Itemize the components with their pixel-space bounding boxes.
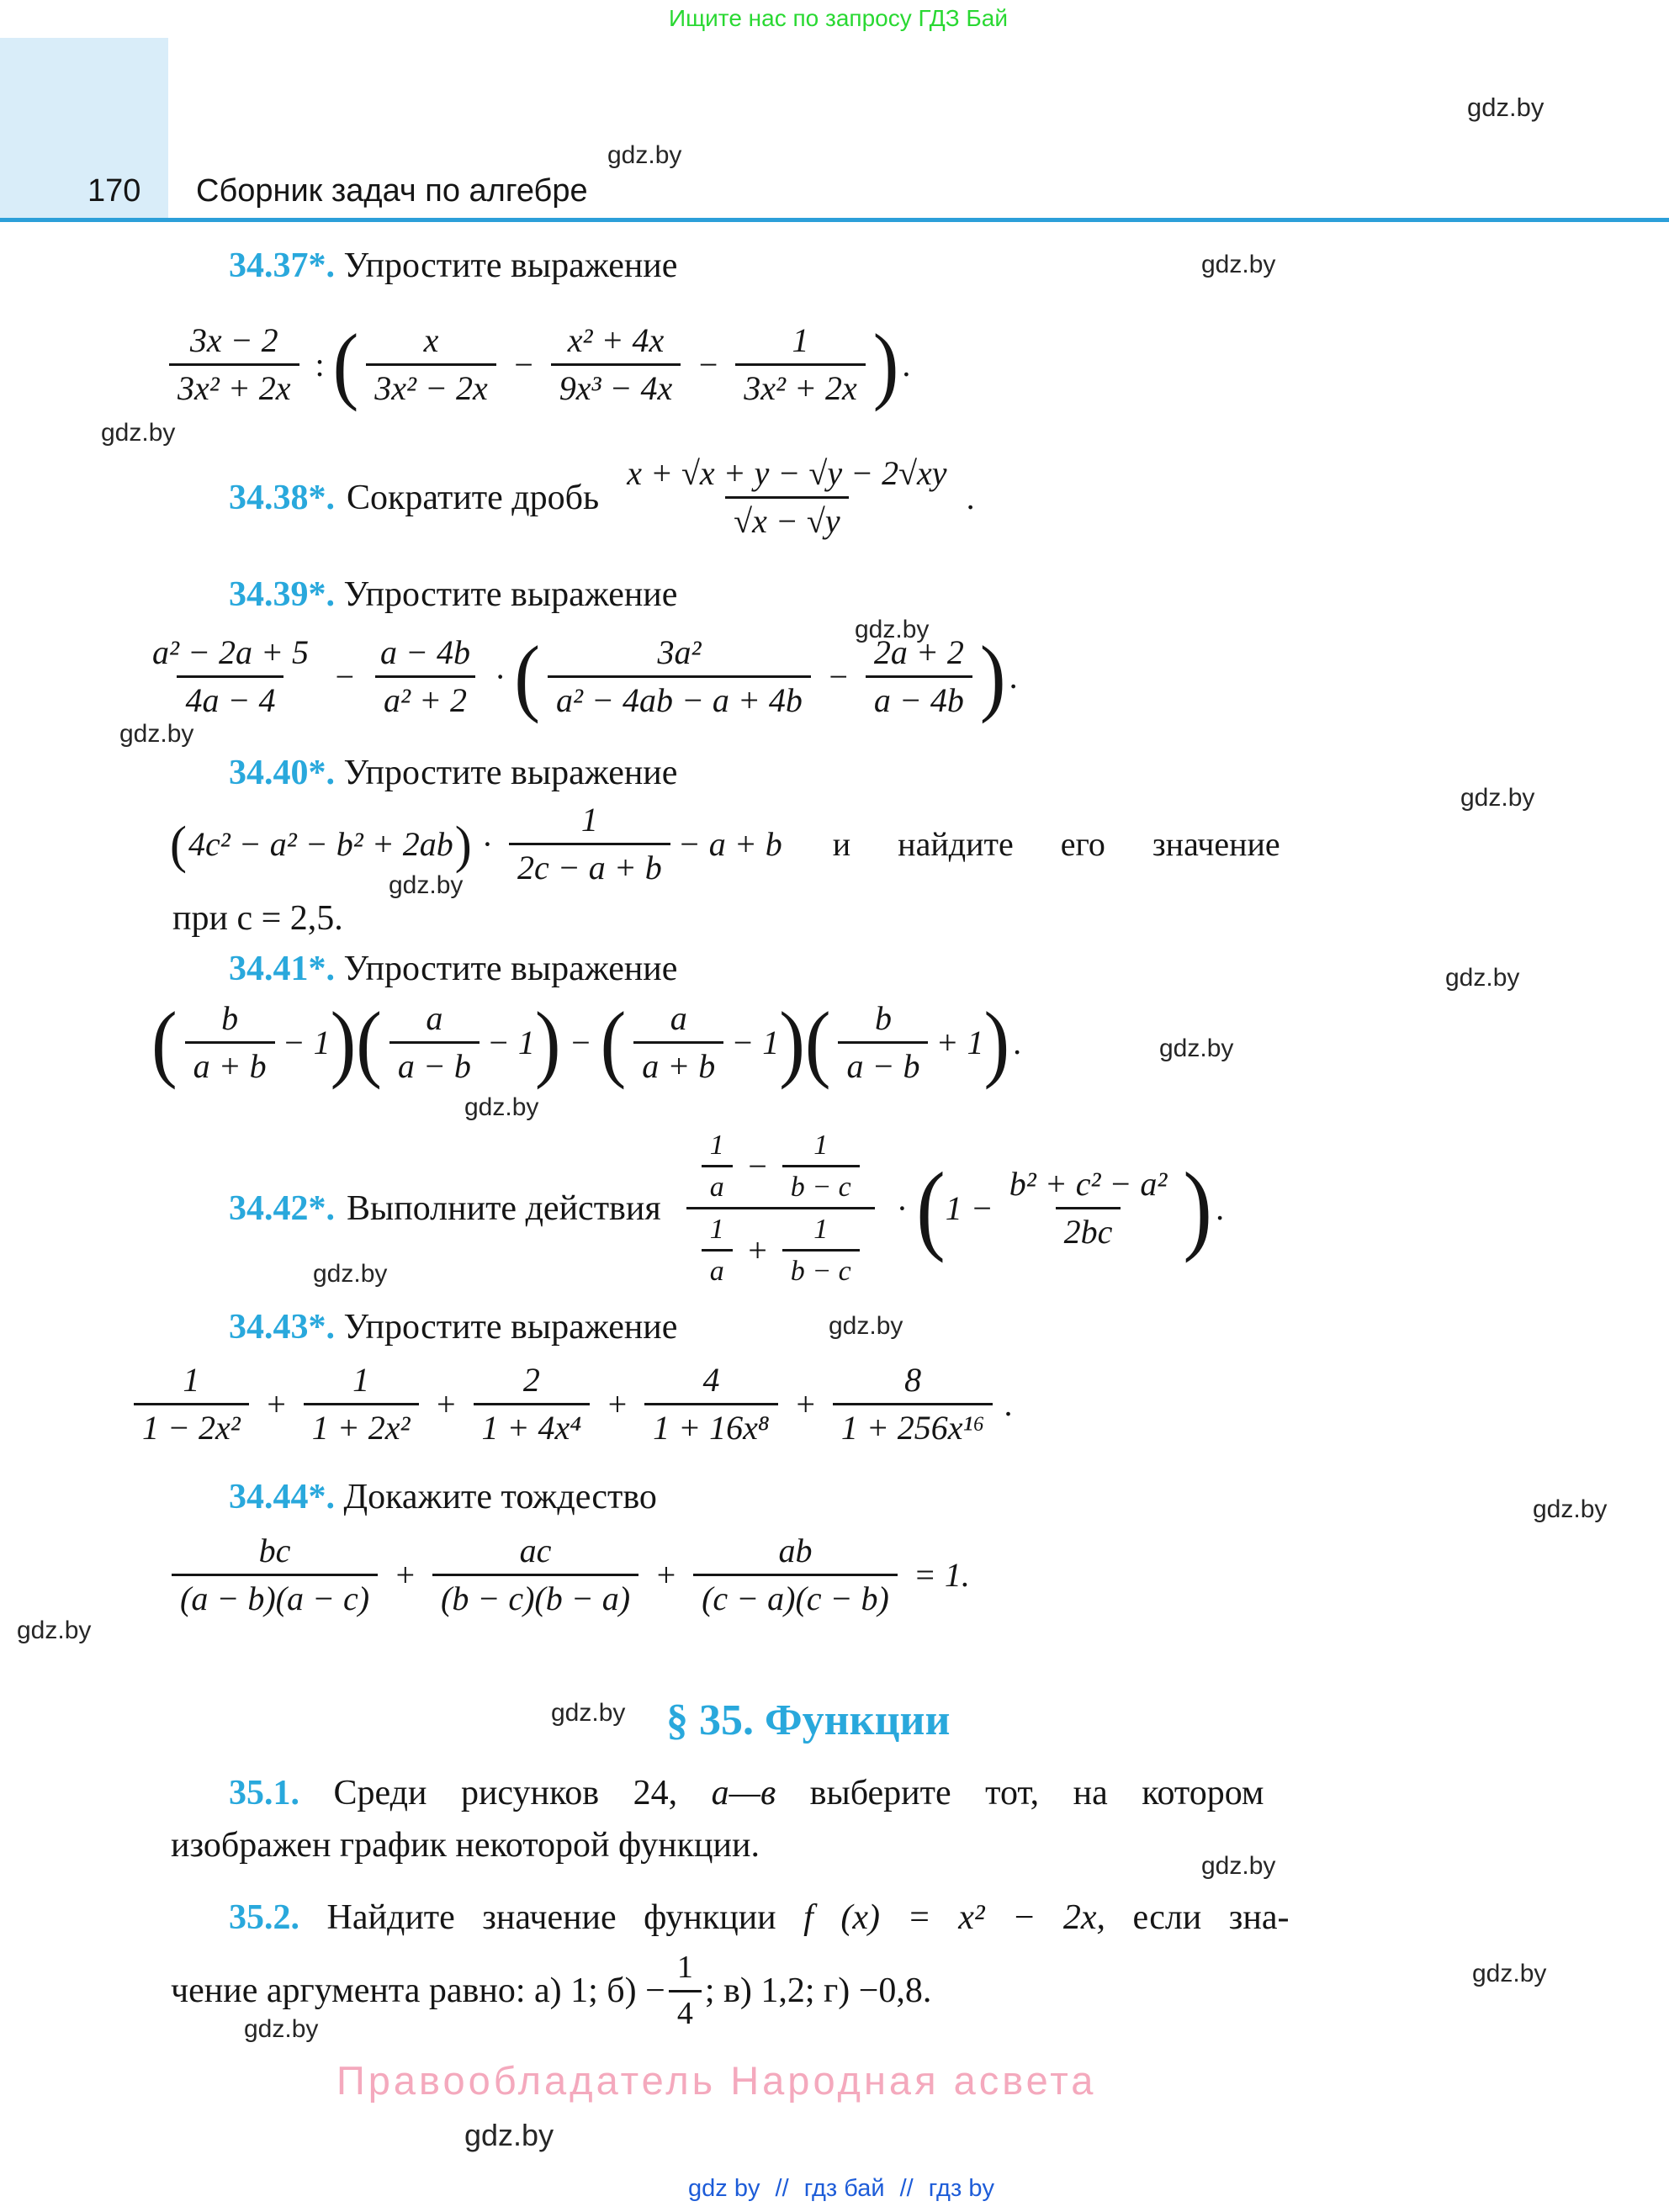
denominator: a − b [838,1041,928,1086]
problem-34-43-heading [229,1307,677,1347]
fraction [735,321,866,408]
problem-35-1-line1 [229,1773,1264,1813]
right-paren: ) [330,993,357,1091]
denominator: (c − a)(c − b) [693,1574,898,1618]
gdz-watermark: gdz.by [464,2118,554,2152]
gdz-watermark: gdz.by [1159,1035,1234,1062]
problem-text: ; в) 1,2; г) −0,8. [704,1971,932,2011]
operator: + [793,1385,817,1423]
problem-number: 34.41*. [229,950,335,988]
period: . [1009,658,1018,696]
numerator: 1 [580,801,598,839]
operator: − [332,658,356,696]
period: . [1013,1024,1022,1061]
fraction [866,633,972,720]
numerator: 2a + 2 [873,633,964,671]
fraction [134,1361,249,1447]
term: + 1 [935,1024,984,1061]
gdz-watermark: gdz.by [101,419,176,447]
problem-number: 34.44*. [229,1478,335,1516]
operator: − [569,1024,592,1061]
link-separator: // [899,2175,914,2202]
gdz-watermark: gdz.by [17,1617,92,1644]
denominator: a + b [185,1041,275,1086]
fraction [633,999,723,1086]
denominator: (b − c)(b − a) [432,1574,638,1618]
term: 1 − [945,1189,993,1228]
footer-links [688,2175,994,2203]
operator: − [826,658,850,696]
fraction [432,1532,638,1618]
problem-number: 34.40*. [229,754,335,792]
period: . [1004,1385,1013,1423]
figure-range: а—в [711,1774,776,1812]
expression: − a + b [677,825,782,863]
right-paren: ) [454,814,472,874]
problem-task: Упростите выражение [343,1308,678,1347]
gdz-watermark: gdz.by [1201,251,1276,278]
gdz-watermark: gdz.by [551,1699,626,1727]
problem-task: Выполните действия [347,1188,661,1228]
numerator: a [670,999,687,1037]
left-paren: ( [916,1152,946,1264]
problem-number: 34.37*. [229,246,335,285]
gdz-watermark: gdz.by [464,1093,539,1121]
numerator: ab [778,1532,813,1569]
problem-34-37-heading [229,246,677,286]
gdz-watermark: gdz.by [607,141,682,169]
numerator: x [423,321,439,359]
numerator [686,1125,875,1207]
numerator: ac [519,1532,552,1569]
denominator: a − b [389,1041,480,1086]
denominator: 1 + 4x⁴ [474,1403,591,1447]
equals-one: = 1. [913,1556,970,1594]
left-paren: ( [170,814,187,874]
gdz-watermark: gdz.by [244,2015,319,2043]
footer-link[interactable]: гдз бай [803,2175,885,2202]
fraction [1001,1165,1176,1252]
term: − 1 [282,1024,331,1061]
left-paren: ( [356,993,382,1091]
numerator: 1 [676,1950,693,1985]
footer-link[interactable]: гдз by [928,2175,994,2202]
numerator: a [426,999,443,1037]
gdz-watermark: gdz.by [1533,1495,1608,1523]
gdz-watermark: gdz.by [1445,964,1520,992]
problem-number: 34.42*. [229,1188,335,1228]
problem-number: 35.1. [229,1774,299,1812]
numerator: 1 [792,321,809,359]
denominator: 9x³ − 4x [551,363,681,408]
operator: + [606,1385,629,1423]
problem-number: 35.2. [229,1898,299,1937]
numerator: x² + 4x [567,321,665,359]
problem-number: 34.43*. [229,1308,335,1347]
problem-34-40-tail: при с = 2,5. [172,899,343,938]
section-35-header: § 35. Функции [666,1696,951,1744]
header-rule [0,218,1669,222]
problem-text: Среди рисунков 24, [333,1774,678,1812]
expression: 4c² − a² − b² + 2ab [188,825,453,863]
operator: − [745,1146,769,1185]
denominator: a + b [633,1041,723,1086]
denominator: a [702,1249,733,1288]
problem-task: Докажите тождество [343,1478,657,1516]
fraction [838,999,928,1086]
numerator: 1 [813,1130,829,1161]
left-paren: ( [600,993,627,1091]
operator: − [511,346,535,384]
left-paren: ( [804,993,831,1091]
denominator: a² − 4ab − a + 4b [548,675,811,720]
gdz-watermark: gdz.by [1460,784,1535,812]
fraction [185,999,275,1086]
numerator: b [221,999,239,1037]
fraction [644,1361,778,1447]
formula-34-41 [151,993,1022,1091]
page-number: 170 [87,173,141,209]
problem-34-41-heading [229,949,677,989]
task-continuation: и найдите его значение [832,825,1280,863]
problem-task: Сократите дробь [347,478,600,517]
denominator: (a − b)(a − c) [172,1574,378,1618]
denominator: 4a − 4 [177,675,283,720]
gdz-watermark: gdz.by [1201,1852,1276,1880]
operator: − [697,346,720,384]
copyright-notice: Правообладатель Народная асвета [336,2058,1097,2103]
operator: + [264,1385,288,1423]
numerator: b [874,999,892,1037]
denominator: b − c [782,1165,860,1204]
fraction [551,321,681,408]
left-paren: ( [514,627,540,725]
numerator: 1 [813,1214,829,1246]
problem-task: Упростите выражение [343,950,678,988]
numerator: 1 [183,1361,200,1399]
numerator: 8 [904,1361,922,1399]
formula-34-40 [168,801,1280,887]
fraction [144,633,317,720]
period: . [1216,1189,1225,1228]
fraction [366,321,496,408]
fraction [372,633,479,720]
gdz-watermark: gdz.by [313,1260,388,1288]
fraction [782,1129,860,1204]
denominator: a [702,1165,733,1204]
fraction [304,1361,419,1447]
formula-34-44 [164,1532,978,1618]
gdz-watermark: gdz.by [855,616,930,643]
problem-text: если зна- [1132,1898,1290,1937]
formula-34-37 [162,315,911,413]
denominator: a − 4b [866,675,972,720]
denominator: 1 + 2x² [304,1403,419,1447]
operator: + [394,1556,417,1594]
operator: : [315,346,325,384]
denominator: 1 + 16x⁸ [644,1403,778,1447]
formula-34-43 [126,1361,1012,1447]
link-separator: // [775,2175,789,2202]
fraction [172,1532,378,1618]
numerator: bc [258,1532,291,1569]
gdz-watermark: gdz.by [119,720,194,748]
denominator: 2c − a + b [509,843,670,887]
operator: · [896,1189,909,1228]
gdz-watermark: gdz.by [1472,1960,1547,1987]
function-formula: f (x) = x² − 2x, [803,1898,1106,1937]
numerator: 3x − 2 [189,321,278,359]
problem-35-1-line2: изображен график некоторой функции. [171,1826,760,1865]
fraction [474,1361,591,1447]
term: − 1 [486,1024,535,1061]
numerator: 2 [522,1361,540,1399]
fraction [169,321,299,408]
left-paren: ( [151,993,177,1091]
gdz-watermark: gdz.by [389,871,464,899]
problem-34-42 [229,1125,1224,1291]
problem-text: чение аргумента равно: а) 1; б) − [171,1971,665,2011]
denominator: b − c [782,1249,860,1288]
right-paren: ) [1183,1152,1213,1264]
numerator: 3a² [657,633,702,671]
term: − 1 [731,1024,780,1061]
fraction [693,1532,898,1618]
numerator: 4 [702,1361,720,1399]
period: . [902,346,911,384]
top-banner-text: Ищите нас по запросу ГДЗ Бай [669,5,1009,31]
operator: · [481,825,494,863]
fraction [702,1213,733,1288]
denominator: 1 + 256x¹⁶ [833,1403,993,1447]
numerator: 1 [709,1214,724,1246]
denominator: √x − √y [725,496,848,541]
fraction [833,1361,993,1447]
problem-number: 34.39*. [229,575,335,614]
operator: + [434,1385,458,1423]
numerator: 1 [709,1130,724,1161]
problem-task: Упростите выражение [343,246,678,285]
problem-text: Найдите значение функции [326,1898,776,1937]
fraction [702,1129,733,1204]
fraction [618,454,955,541]
denominator: a² + 2 [375,675,475,720]
gdz-watermark: gdz.by [1467,93,1544,122]
denominator: 4 [669,1990,702,2033]
problem-34-40-heading [229,753,677,793]
left-paren: ( [332,315,359,413]
numerator: a² − 2a + 5 [152,633,309,671]
operator: + [654,1556,678,1594]
problem-task: Упростите выражение [343,575,678,614]
fraction [782,1213,860,1288]
problem-34-38 [229,454,975,541]
problem-number: 34.38*. [229,478,335,517]
problem-text: выберите тот, на котором [809,1774,1264,1812]
fraction [509,801,670,887]
fraction [669,1950,702,2032]
fraction [389,999,480,1086]
problem-34-44-heading [229,1477,657,1517]
denominator: 3x² + 2x [735,363,866,408]
right-paren: ) [872,315,899,413]
denominator: 3x² − 2x [366,363,496,408]
problem-34-39-heading [229,574,677,615]
problem-35-2-line1 [229,1897,1289,1938]
numerator: 1 [352,1361,370,1399]
operator: + [745,1230,769,1269]
footer-link[interactable]: gdz by [688,2175,760,2202]
denominator: 2bc [1056,1207,1121,1252]
right-paren: ) [534,993,561,1091]
denominator: 3x² + 2x [169,363,299,408]
page-number-box [0,38,168,218]
fraction [548,633,811,720]
right-paren: ) [979,627,1006,725]
numerator: a − 4b [379,633,470,671]
numerator: b² + c² − a² [1009,1165,1168,1204]
operator: · [494,658,506,696]
denominator [686,1207,875,1291]
right-paren: ) [779,993,805,1091]
book-title: Сборник задач по алгебре [196,173,588,209]
right-paren: ) [983,993,1010,1091]
denominator: 1 − 2x² [134,1403,249,1447]
fraction [686,1125,875,1291]
problem-35-2-line2 [171,1950,931,2032]
period: . [966,479,975,516]
numerator: x + √x + y − √y − 2√xy [627,454,947,492]
problem-task: Упростите выражение [343,754,678,792]
gdz-watermark: gdz.by [829,1312,903,1340]
